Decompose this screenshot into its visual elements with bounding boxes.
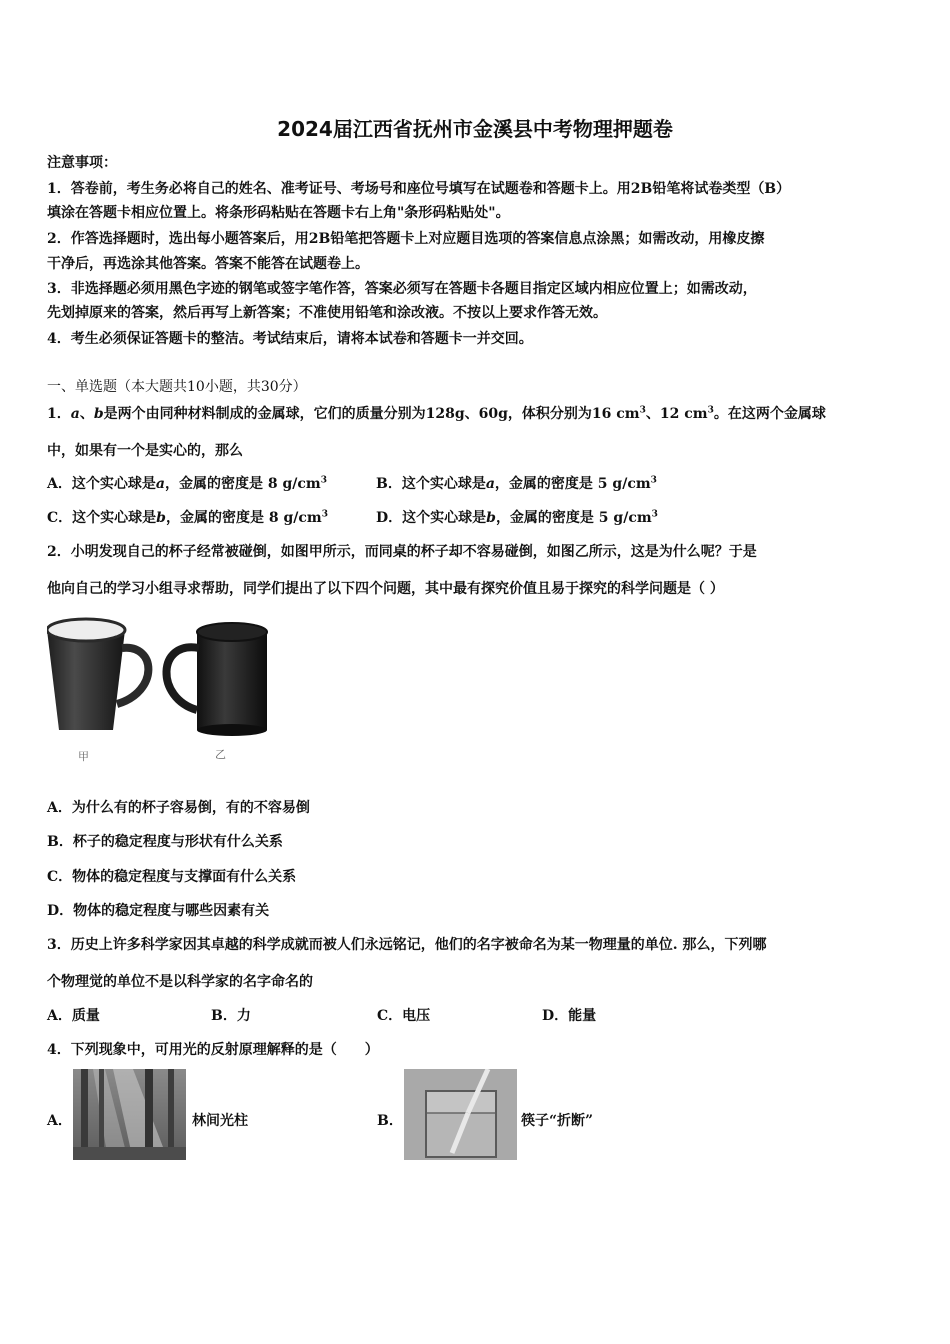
chopstick-glass-svg	[404, 1069, 517, 1160]
option-var: a	[155, 476, 165, 492]
q4-option-a-text: 林间光柱	[192, 1113, 248, 1129]
q3-option-a[interactable]: A．质量	[47, 1008, 100, 1024]
option-sup: 3	[321, 509, 328, 520]
q2-option-b[interactable]: B．杯子的稳定程度与形状有什么关系	[47, 834, 283, 850]
caption-jia: 甲	[78, 750, 89, 763]
option-sup: 3	[650, 475, 657, 486]
q2-line2: 他向自己的学习小组寻求帮助，同学们提出了以下四个问题，其中最有探究价值且易于探究的科学问题是（ ）	[47, 581, 724, 597]
notice-line: 2．作答选择题时，选出每小题答案后，用2B铅笔把答题卡上对应题目选项的答案信息点涂黑；如需改动，用橡皮擦	[47, 231, 765, 247]
option-text: A．这个实心球是	[47, 476, 156, 492]
option-sup: 3	[651, 509, 658, 520]
forest-light-svg	[73, 1069, 186, 1160]
chopstick-glass-image	[404, 1069, 517, 1160]
option-text: C．这个实心球是	[47, 510, 157, 526]
notice-line: 填涂在答题卡相应位置上。将条形码粘贴在答题卡右上角"条形码粘贴处"。	[47, 205, 510, 221]
notice-line: 4．考生必须保证答题卡的整洁。考试结束后，请将本试卷和答题卡一并交回。	[47, 331, 533, 347]
q3-option-c[interactable]: C．电压	[377, 1008, 431, 1024]
q1-text: 是两个由同种材料制成的金属球，它们的质量分别为128g、60g，体积分别为16 cm	[103, 406, 640, 422]
option-var: a	[485, 476, 495, 492]
option-text: ，金属的密度是 8 g/cm	[164, 476, 321, 492]
q1-option-b[interactable]	[376, 473, 657, 493]
notice-line: 3．非选择题必须用黑色字迹的钢笔或签字笔作答，答案必须写在答题卡各题目指定区域内相应位置上；如需改动，	[47, 281, 757, 297]
q3-option-b[interactable]: B．力	[211, 1008, 251, 1024]
notice-line: 1．答卷前，考生务必将自己的姓名、准考证号、考场号和座位号填写在试题卷和答题卡上。用2B铅笔将试卷类型（B）	[47, 181, 791, 197]
q3-option-d[interactable]: D．能量	[542, 1008, 597, 1024]
notice-heading: 注意事项：	[47, 155, 117, 171]
q1-line2: 中，如果有一个是实心的，那么	[47, 443, 243, 459]
q1-line1	[47, 403, 826, 423]
option-text: ，金属的密度是 5 g/cm	[494, 476, 651, 492]
section-heading: 一、单选题（本大题共10小题，共30分）	[47, 379, 307, 395]
q1-sup: 3	[707, 405, 714, 416]
page-title: 2024届江西省抚州市金溪县中考物理押题卷	[277, 117, 673, 141]
option-var: b	[156, 510, 166, 526]
q1-text: 1．	[47, 406, 71, 422]
q2-option-d[interactable]: D．物体的稳定程度与哪些因素有关	[47, 903, 270, 919]
q4-line1: 4．下列现象中，可用光的反射原理解释的是（ ）	[47, 1042, 379, 1058]
q4-option-b-text: 筷子“折断”	[521, 1113, 594, 1129]
q1-option-d[interactable]	[376, 507, 658, 527]
q1-option-a[interactable]	[47, 473, 327, 493]
q4-option-a-label[interactable]: A．	[47, 1113, 72, 1129]
q1-var-b: b	[93, 406, 104, 422]
q2-option-a[interactable]: A．为什么有的杯子容易倒，有的不容易倒	[47, 800, 310, 816]
q1-var-a: a	[70, 406, 80, 422]
q2-option-c[interactable]: C．物体的稳定程度与支撑面有什么关系	[47, 869, 297, 885]
option-text: ，金属的密度是 5 g/cm	[495, 510, 652, 526]
option-text: ，金属的密度是 8 g/cm	[165, 510, 322, 526]
q1-text: 、	[79, 406, 94, 422]
q1-option-c[interactable]	[47, 507, 328, 527]
q1-sup: 3	[639, 405, 646, 416]
q3-line1: 3．历史上许多科学家因其卓越的科学成就而被人们永远铭记，他们的名字被命名为某一物理量的单位. 那么，下列哪	[47, 937, 767, 953]
caption-yi: 乙	[215, 748, 226, 761]
q4-option-b-label[interactable]: B．	[377, 1113, 403, 1129]
option-var: b	[486, 510, 496, 526]
q3-line2: 个物理觉的单位不是以科学家的名字命名的	[47, 974, 313, 990]
cups-figure	[47, 612, 272, 742]
option-text: D．这个实心球是	[376, 510, 487, 526]
notice-line: 干净后，再选涂其他答案。答案不能答在试题卷上。	[47, 256, 369, 272]
q1-text: 。在这两个金属球	[713, 406, 826, 422]
q2-line1: 2．小明发现自己的杯子经常被碰倒，如图甲所示，而同桌的杯子却不容易碰倒，如图乙所示，这是为什么呢？于是	[47, 544, 757, 560]
notice-line: 先划掉原来的答案，然后再写上新答案；不准使用铅笔和涂改液。不按以上要求作答无效。	[47, 305, 607, 321]
option-text: B．这个实心球是	[376, 476, 486, 492]
cups-image	[47, 612, 272, 742]
option-sup: 3	[320, 475, 327, 486]
q1-text: 、12 cm	[645, 406, 708, 422]
forest-light-image	[73, 1069, 186, 1160]
